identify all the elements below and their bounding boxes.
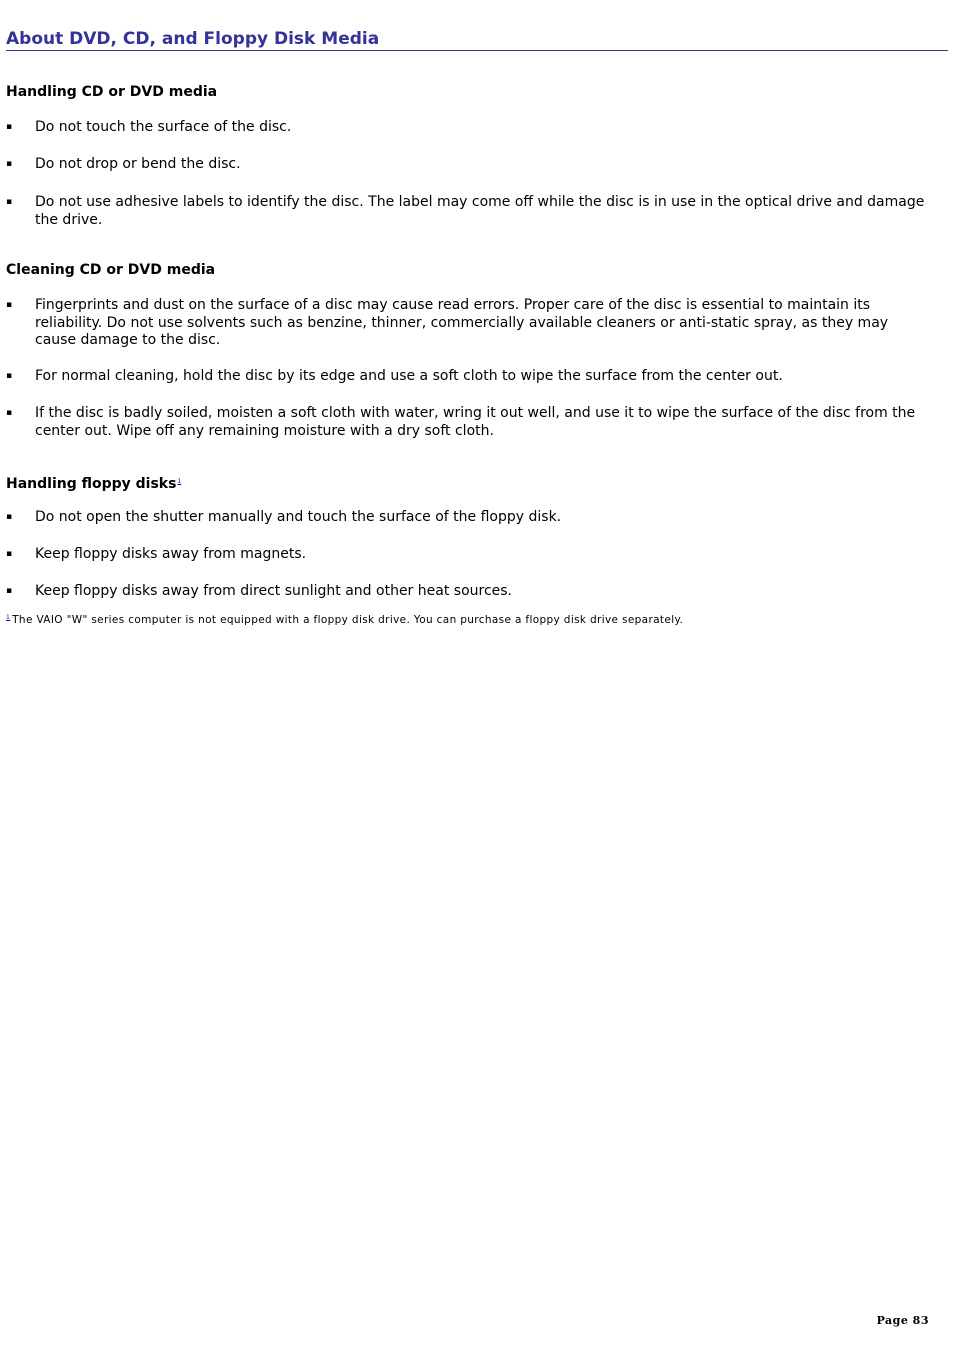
bullet-icon: ▪ xyxy=(6,300,13,310)
section-heading-text: Handling floppy disks xyxy=(6,476,177,492)
footnote xyxy=(6,611,683,627)
list-item-text: For normal cleaning, hold the disc by its edge and use a soft cloth to wipe the surface from the center out. xyxy=(35,368,783,384)
bullet-icon: ▪ xyxy=(6,159,13,169)
bullet-icon: ▪ xyxy=(6,549,13,559)
section-heading-cleaning-cd-dvd: Cleaning CD or DVD media xyxy=(6,262,216,278)
footnote-text: The VAIO "W" series computer is not equipped with a floppy disk drive. You can purchase a floppy disk drive separately. xyxy=(12,614,684,626)
section-heading-handling-cd-dvd: Handling CD or DVD media xyxy=(6,84,218,100)
page-number: Page 83 xyxy=(876,1314,929,1327)
list-item-text: Keep floppy disks away from magnets. xyxy=(35,546,307,562)
bullet-icon: ▪ xyxy=(6,197,13,207)
list-item-text: Do not open the shutter manually and touch the surface of the floppy disk. xyxy=(35,509,562,525)
bullet-icon: ▪ xyxy=(6,122,13,132)
list-item-text: If the disc is badly soiled, moisten a soft cloth with water, wring it out well, and use it to wipe the surface of the disc from the center out. Wipe off any remaining moisture with a dry soft cloth. xyxy=(35,405,916,439)
bullet-icon: ▪ xyxy=(6,408,13,418)
section-heading-handling-floppy xyxy=(6,473,181,493)
list-item-text: Do not use adhesive labels to identify the disc. The label may come off while the disc is in use in the optical drive and damage the drive. xyxy=(35,194,925,228)
bullet-icon: ▪ xyxy=(6,586,13,596)
bullet-icon: ▪ xyxy=(6,512,13,522)
list-item-text: Keep floppy disks away from direct sunlight and other heat sources. xyxy=(35,583,513,599)
list-item-text: Do not drop or bend the disc. xyxy=(35,156,241,172)
list-item-text: Fingerprints and dust on the surface of a disc may cause read errors. Proper care of the disc is essential to maintain its reliability. Do not use solvents such as benzine, thinner, commercially available cleaners or anti-static spray, as they may cause damage to the disc. xyxy=(35,297,889,348)
page-title: About DVD, CD, and Floppy Disk Media xyxy=(6,29,948,51)
footnote-mark-link[interactable]: 1 xyxy=(6,614,11,621)
footnote-ref-link[interactable]: 1 xyxy=(177,478,182,485)
list-item-text: Do not touch the surface of the disc. xyxy=(35,119,292,135)
bullet-icon: ▪ xyxy=(6,371,13,381)
